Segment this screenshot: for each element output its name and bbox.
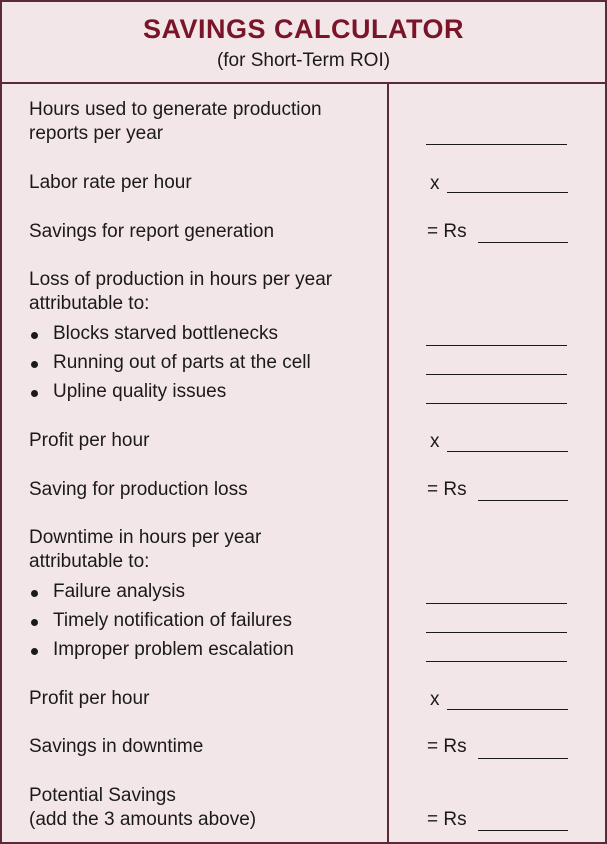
bullet-icon	[31, 619, 38, 626]
column-divider	[387, 84, 389, 842]
loss-bullet-input-line[interactable]	[426, 374, 567, 375]
profit-per-hour-operator: x	[430, 689, 440, 710]
bullet-icon	[31, 361, 38, 368]
downtime-bullet-text: Timely notification of failures	[53, 610, 293, 631]
bullet-icon	[31, 332, 38, 339]
downtime-label-line2: attributable to:	[29, 551, 150, 572]
downtime-bullet-input-line[interactable]	[426, 661, 567, 662]
downtime-bullet-input-line[interactable]	[426, 632, 567, 633]
profit-per-hour-label: Profit per hour	[29, 688, 150, 709]
profit-per-hour-label: Profit per hour	[29, 430, 150, 451]
calculator-header	[2, 2, 605, 84]
potential-savings-label-line1: Potential Savings	[29, 785, 176, 806]
labor-rate-input-line[interactable]	[447, 192, 568, 193]
savings-downtime-input-line[interactable]	[478, 758, 568, 759]
bullet-icon	[31, 390, 38, 397]
bullet-icon	[31, 590, 38, 597]
saving-production-operator: = Rs	[427, 479, 467, 500]
downtime-bullet-text: Failure analysis	[53, 581, 185, 602]
saving-production-label: Saving for production loss	[29, 479, 248, 500]
hours-label-line2: reports per year	[29, 123, 164, 144]
downtime-bullet-text: Improper problem escalation	[53, 639, 294, 660]
savings-report-input-line[interactable]	[478, 242, 568, 243]
downtime-bullet-input-line[interactable]	[426, 603, 567, 604]
savings-downtime-operator: = Rs	[427, 736, 467, 757]
page-title: SAVINGS CALCULATOR	[142, 14, 464, 44]
savings-report-label: Savings for report generation	[29, 221, 275, 242]
hours-label-line1: Hours used to generate production	[29, 99, 322, 120]
loss-bullet-text: Running out of parts at the cell	[53, 352, 311, 373]
profit-per-hour-input-line[interactable]	[447, 451, 568, 452]
bullet-icon	[31, 648, 38, 655]
labor-rate-operator: x	[430, 173, 440, 194]
loss-bullet-text: Blocks starved bottlenecks	[53, 323, 278, 344]
loss-bullet-text: Upline quality issues	[53, 381, 227, 402]
loss-bullet-input-line[interactable]	[426, 403, 567, 404]
profit-per-hour-input-line[interactable]	[447, 709, 568, 710]
loss-label-line1: Loss of production in hours per year	[29, 269, 333, 290]
savings-downtime-label: Savings in downtime	[29, 736, 204, 757]
labor-rate-label: Labor rate per hour	[29, 172, 192, 193]
saving-production-input-line[interactable]	[478, 500, 568, 501]
hours-input-line[interactable]	[426, 144, 567, 145]
loss-label-line2: attributable to:	[29, 293, 150, 314]
profit-per-hour-operator: x	[430, 431, 440, 452]
potential-savings-label-line2: (add the 3 amounts above)	[29, 809, 257, 830]
potential-savings-input-line[interactable]	[478, 830, 568, 831]
loss-bullet-input-line[interactable]	[426, 345, 567, 346]
potential-savings-operator: = Rs	[427, 809, 467, 830]
downtime-label-line1: Downtime in hours per year	[29, 527, 262, 548]
savings-report-operator: = Rs	[427, 221, 467, 242]
page-subtitle: (for Short-Term ROI)	[216, 50, 391, 71]
